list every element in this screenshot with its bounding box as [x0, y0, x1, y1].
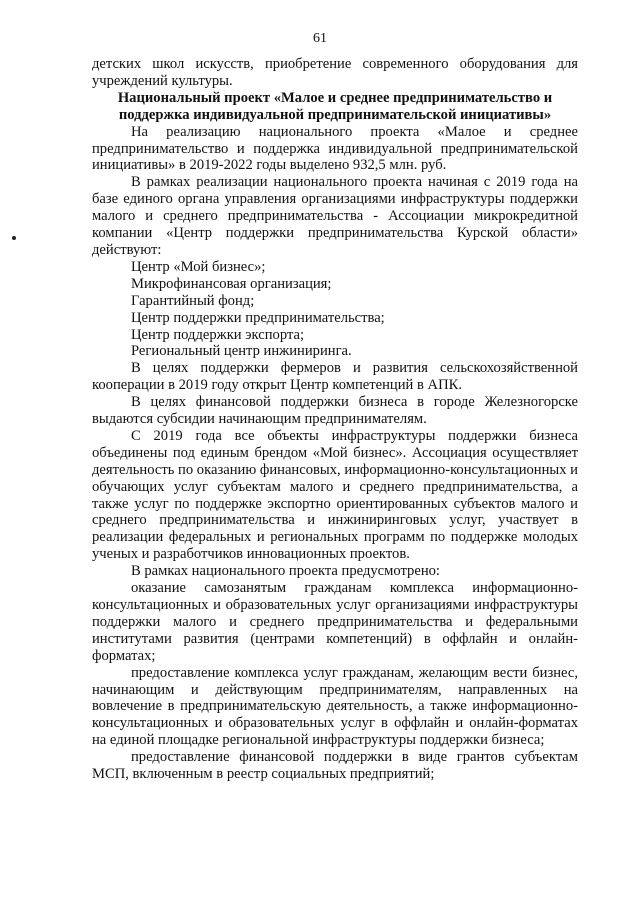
paragraph: оказание самозанятым гражданам комплекса информационно-консультационных и образовательных услуг организациями инфраструктуры поддержки малого и среднего предпринимательства и федеральными институтами развития (центрами компетенций) в оффлайн и онлайн-форматах;	[92, 580, 578, 664]
paragraph: В целях поддержки фермеров и развития сельскохозяйственной кооперации в 2019 году открыт Центр компетенций в АПК.	[92, 360, 578, 394]
paragraph: На реализацию национального проекта «Малое и среднее предпринимательство и поддержка индивидуальной предпринимательской инициативы» в 2019-2022 годы выделено 932,5 млн. руб.	[92, 123, 578, 174]
margin-dot	[12, 236, 16, 240]
paragraph: С 2019 года все объекты инфраструктуры поддержки бизнеса объединены под единым брендом «Мой бизнес». Ассоциация осуществляет деятельность по оказанию финансовых, информационно-консультационных и обучающих услуг субъектам малого и среднего предпринимательства, а также услуг по поддержке экспортно ориентированных субъектов малого и среднего предпринимательства и инжиниринговых услуг, участвует в реализации федеральных и региональных программ по поддержке молодых ученых и разработчиков инновационных проектов.	[92, 427, 578, 563]
paragraph: предоставление комплекса услуг гражданам, желающим вести бизнес, начинающим и действующим предпринимателям, направленных на вовлечение в предпринимательскую деятельность, а также информационно-консультационных и образовательных услуг в оффлайн и онлайн-форматах на единой площадке региональной инфраструктуры поддержки бизнеса;	[92, 664, 578, 749]
paragraph: В рамках реализации национального проекта начиная с 2019 года на базе единого органа управления организациями инфраструктуры поддержки малого и среднего предпринимательства - Ассоциации микрокредитной компании «Центр поддержки предпринимательства Курской области» действуют:	[92, 174, 578, 258]
section-heading: Национальный проект «Малое и среднее предпринимательство и поддержка индивидуальной предпринимательской инициативы»	[117, 89, 553, 123]
paragraph: В целях финансовой поддержки бизнеса в городе Железногорске выдаются субсидии начинающим предпринимателям.	[92, 394, 578, 428]
document-body	[92, 56, 578, 783]
list-item: Региональный центр инжиниринга.	[131, 343, 352, 360]
list-item: Центр «Мой бизнес»;	[131, 258, 266, 275]
paragraph: детских школ искусств, приобретение современного оборудования для учреждений культуры.	[92, 56, 578, 89]
list-item: Микрофинансовая организация;	[131, 275, 332, 292]
paragraph: предоставление финансовой поддержки в виде грантов субъектам МСП, включенным в реестр социальных предприятий;	[92, 749, 578, 783]
list-item: Центр поддержки экспорта;	[131, 326, 305, 343]
paragraph: В рамках национального проекта предусмотрено:	[131, 563, 440, 580]
page-number: 61	[313, 31, 327, 46]
list-item: Центр поддержки предпринимательства;	[131, 309, 385, 326]
list-item: Гарантийный фонд;	[131, 292, 255, 309]
